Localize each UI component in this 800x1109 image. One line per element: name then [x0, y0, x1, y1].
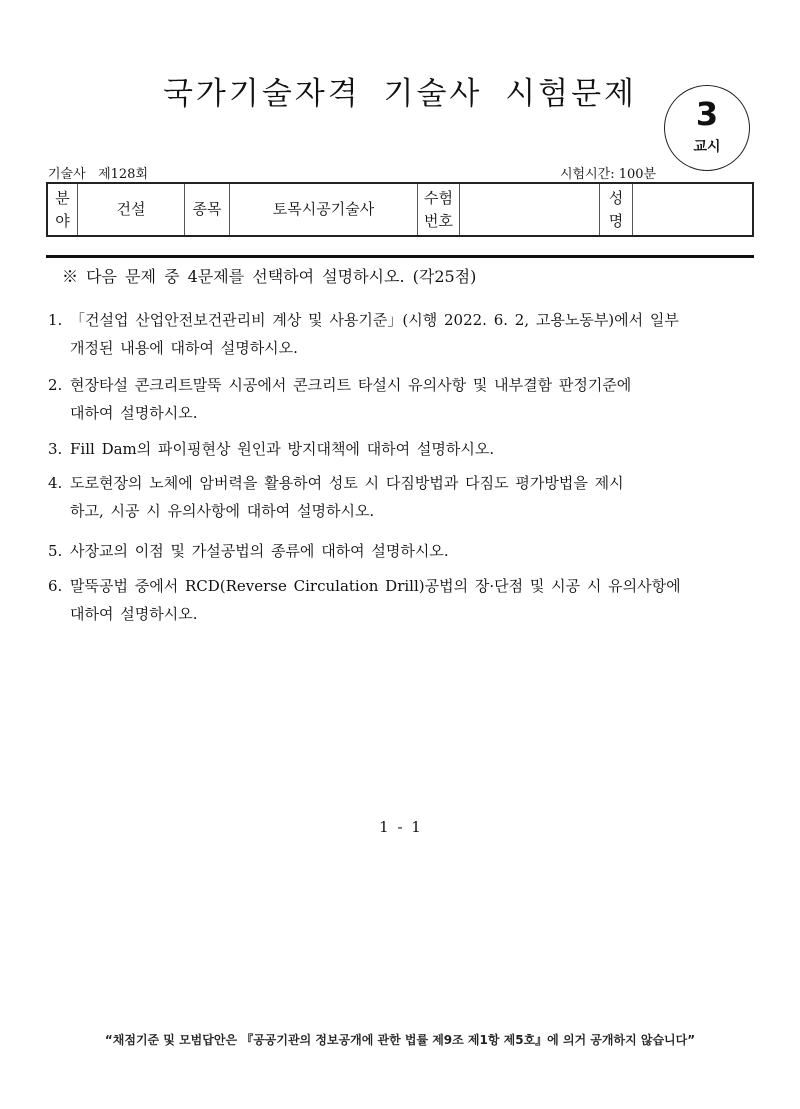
info-table — [46, 182, 754, 237]
exam-number-label: 수험 번호 — [418, 184, 460, 235]
question-text: Fill Dam의 파이핑현상 원인과 방지대책에 대하여 설명하시오. — [70, 440, 495, 458]
exam-round: 기술사 제128회 — [48, 167, 149, 182]
question-item — [48, 469, 760, 525]
question-text-continued: 대하여 설명하시오. — [70, 605, 198, 623]
session-badge — [664, 85, 750, 171]
question-number: 4. — [48, 474, 63, 492]
question-text-continued: 개정된 내용에 대하여 설명하시오. — [70, 339, 298, 357]
exam-number-field[interactable] — [460, 184, 600, 235]
category-label: 종목 — [185, 184, 230, 235]
question-text: 현장타설 콘크리트말뚝 시공에서 콘크리트 타설시 유의사항 및 내부결함 판정기준에 — [70, 376, 632, 394]
question-item — [48, 572, 760, 628]
page-title: 국가기술자격 기술사 시험문제 — [162, 76, 637, 112]
field-label: 분 야 — [48, 184, 78, 235]
question-number: 6. — [48, 577, 63, 595]
question-number: 3. — [48, 440, 63, 458]
question-number: 5. — [48, 542, 63, 560]
question-item — [48, 537, 760, 565]
instruction: ※ 다음 문제 중 4문제를 선택하여 설명하시오. (각25점) — [62, 267, 477, 286]
category-value: 토목시공기술사 — [230, 184, 418, 235]
question-text-continued: 하고, 시공 시 유의사항에 대하여 설명하시오. — [70, 502, 375, 520]
divider-rule — [46, 255, 754, 258]
field-value: 건설 — [78, 184, 185, 235]
question-text: 말뚝공법 중에서 RCD(Reverse Circulation Drill)공법의 장·단점 및 시공 시 유의사항에 — [70, 577, 681, 595]
page-number: 1 - 1 — [379, 818, 421, 836]
question-item — [48, 306, 760, 362]
question-text: 사장교의 이점 및 가설공법의 종류에 대하여 설명하시오. — [70, 542, 449, 560]
question-text-continued: 대하여 설명하시오. — [70, 404, 198, 422]
session-number: 3 — [695, 95, 719, 133]
footer-notice: “채점기준 및 모범답안은 『공공기관의 정보공개에 관한 법률 제9조 제1항 제5호』에 의거 공개하지 않습니다” — [104, 1033, 696, 1047]
question-number: 2. — [48, 376, 63, 394]
question-number: 1. — [48, 311, 63, 329]
session-label: 교시 — [693, 139, 721, 155]
name-label: 성 명 — [600, 184, 633, 235]
question-item — [48, 371, 760, 427]
question-text: 「건설업 산업안전보건관리비 계상 및 사용기준」(시행 2022. 6. 2, 고용노동부)에서 일부 — [70, 311, 679, 329]
name-field[interactable] — [633, 184, 752, 235]
exam-time: 시험시간: 100분 — [560, 167, 657, 182]
question-text: 도로현장의 노체에 암버력을 활용하여 성토 시 다짐방법과 다짐도 평가방법을 제시 — [70, 474, 624, 492]
question-item — [48, 435, 760, 463]
